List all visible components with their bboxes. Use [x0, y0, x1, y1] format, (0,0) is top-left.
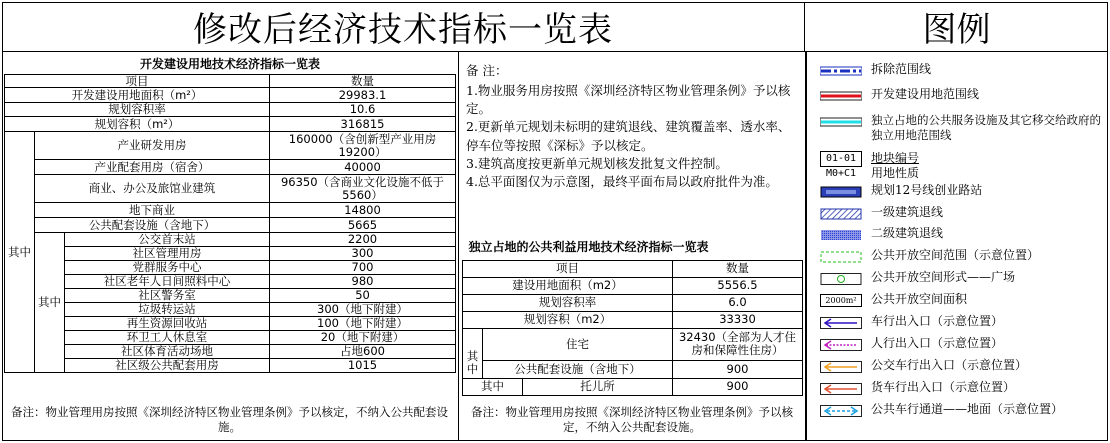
table-cell: 29983.1 — [270, 88, 456, 103]
dotted-setback-icon — [820, 229, 862, 241]
legend-item — [820, 292, 1106, 314]
table-cell: 产业研发用房 — [35, 132, 270, 160]
table-cell: 2200 — [270, 233, 456, 247]
lot-code-label: 01-01 — [820, 151, 862, 167]
table-cell: 规划容积（m2） — [463, 311, 673, 328]
table-cell: 160000（含创新型产业用房19200） — [270, 132, 456, 160]
table-cell: 公交首末站 — [65, 233, 270, 247]
legend-label: 公交车行出入口（示意位置） — [871, 358, 1028, 372]
table-cell: 5556.5 — [673, 277, 803, 294]
remark-item: 3.建筑高度按更新单元规划核发批复文件控制。 — [466, 155, 728, 171]
legend-label: 人行出入口（示意位置） — [871, 336, 1004, 350]
table-cell: 再生资源回收站 — [65, 317, 270, 331]
green-dashed-box-icon — [820, 251, 862, 263]
legend-label: 公共车行通道——地面（示意位置） — [871, 402, 1064, 416]
table2-note: 备注：物业管理用房按照《深圳经济特区物业管理条例》予以核定，不纳入公共配套设施。 — [471, 405, 793, 434]
table-cell: 产业配套用房（宿舍） — [35, 160, 270, 175]
legend-item — [820, 151, 1106, 183]
legend-label: 地块编号 — [871, 151, 920, 165]
table-cell: 开发建设用地面积（m²） — [5, 88, 270, 103]
table-cell: 垃圾转运站 — [65, 303, 270, 317]
table-cell: 环卫工人休息室 — [65, 331, 270, 345]
green-circle-box-icon — [820, 273, 862, 285]
legend-label: 一级建筑退线 — [871, 205, 944, 219]
development-indicator-table — [4, 56, 456, 373]
table-cell: 96350（含商业文化设施不低于5560） — [270, 175, 456, 203]
legend-title: 图例 — [805, 2, 1108, 52]
legend-item — [820, 336, 1106, 358]
table2-title: 独立占地的公共利益用地技术经济指标一览表 — [463, 236, 803, 260]
legend-label: 货车行出入口（示意位置） — [871, 380, 1016, 394]
group-label: 其中 — [5, 132, 35, 373]
column-divider-middle — [458, 52, 459, 441]
table-cell: 1015 — [270, 359, 456, 373]
column-divider — [805, 52, 807, 441]
table-cell: 900 — [673, 378, 803, 395]
ground-passage-arrow-icon — [820, 405, 862, 417]
table-cell: 社区管理用房 — [65, 247, 270, 261]
land-use-code-label: M0+C1 — [825, 168, 857, 179]
table-cell: 社区级公共配套用房 — [65, 359, 270, 373]
legend-label: 车行出入口（示意位置） — [871, 314, 1004, 328]
bus-entrance-arrow-icon — [820, 361, 862, 373]
table-cell: 规划容积率 — [5, 103, 270, 117]
table-cell: 社区警务室 — [65, 289, 270, 303]
lot-code-icon — [820, 151, 862, 181]
table-cell: 商业、办公及旅馆业建筑 — [35, 175, 270, 203]
table-cell: 10.6 — [270, 103, 456, 117]
remark-item: 4.总平面图仅为示意图，最终平面布局以政府批件为准。 — [466, 173, 778, 189]
table1-note: 备注：物业管理用房按照《深圳经济特区物业管理条例》予以核定，不纳入公共配套设施。 — [11, 405, 448, 434]
legend-label: 公共开放空间范围（示意位置） — [871, 248, 1040, 262]
table-cell: 住宅 — [483, 328, 673, 360]
area-box-icon: 2000m² — [820, 294, 862, 307]
legend-label: 规划12号线创业路站 — [871, 183, 983, 197]
table1-title: 开发建设用地技术经济指标一览表 — [5, 56, 456, 74]
table-cell: 20（地下附建） — [270, 331, 456, 345]
table2-header-quantity: 数量 — [673, 260, 803, 277]
page-title: 修改后经济技术指标一览表 — [2, 2, 805, 52]
legend-item — [820, 270, 1106, 292]
table-cell: 700 — [270, 261, 456, 275]
legend-item — [820, 226, 1106, 248]
table-cell: 党群服务中心 — [65, 261, 270, 275]
table-cell: 托儿所 — [523, 378, 673, 395]
table-cell: 规划容积率 — [463, 294, 673, 311]
hatch-setback-icon — [820, 208, 862, 220]
metro-station-icon — [820, 186, 862, 198]
table1-header-quantity: 数量 — [270, 74, 456, 88]
legend — [820, 62, 1106, 424]
table-cell: 14800 — [270, 203, 456, 218]
table-cell: 地下商业 — [35, 203, 270, 218]
table-cell: 980 — [270, 275, 456, 289]
inner-group-label: 其中 — [35, 233, 65, 373]
table-cell: 50 — [270, 289, 456, 303]
table-cell: 300（地下附建） — [270, 303, 456, 317]
inner-group-label: 其中 — [463, 378, 523, 395]
table-cell: 规划容积（m²） — [5, 117, 270, 132]
dash-dot-blue-line-icon — [820, 65, 862, 77]
legend-label: 开发建设用地范围线 — [871, 87, 980, 101]
pedestrian-entrance-arrow-icon — [820, 339, 862, 351]
legend-item — [820, 248, 1106, 270]
table-cell: 40000 — [270, 160, 456, 175]
legend-item — [820, 205, 1106, 226]
legend-label: 公共开放空间面积 — [871, 292, 968, 306]
legend-label: 二级建筑退线 — [871, 226, 944, 240]
remark-item: 2.更新单元规划未标明的建筑退线、建筑覆盖率、透水率、停车位等按照《深标》予以核定。 — [466, 119, 791, 153]
legend-label: 拆除范围线 — [871, 62, 932, 76]
truck-entrance-arrow-icon — [820, 383, 862, 395]
table-cell: 社区老年人日间照料中心 — [65, 275, 270, 289]
table-cell: 6.0 — [673, 294, 803, 311]
car-entrance-arrow-icon — [820, 317, 862, 329]
table-cell: 5665 — [270, 218, 456, 233]
table-cell: 33330 — [673, 311, 803, 328]
legend-label: 独立占地的公共服务设施及其它移交给政府的独立用地范围线 — [871, 113, 1101, 142]
remark-item: 1.物业服务用房按照《深圳经济特区物业管理条例》予以核定。 — [466, 83, 791, 117]
legend-item — [820, 358, 1106, 380]
table-cell: 建设用地面积（m2） — [463, 277, 673, 294]
group-label: 其中 — [463, 328, 483, 378]
legend-item — [820, 314, 1106, 336]
table-cell: 公共配套设施（含地下） — [483, 360, 673, 378]
cyan-line-icon — [820, 116, 862, 128]
remarks-title: 备 注： — [466, 63, 508, 78]
public-land-indicator-table — [462, 236, 803, 396]
table-cell: 占地600 — [270, 345, 456, 359]
table-cell: 公共配套设施（含地下） — [35, 218, 270, 233]
legend-label: 公共开放空间形式——广场 — [871, 270, 1016, 284]
legend-item — [820, 380, 1106, 402]
table-cell: 32430（全部为人才住房和保障性住房） — [673, 328, 803, 360]
legend-item — [820, 62, 1106, 87]
red-line-icon — [820, 90, 862, 102]
legend-label: 用地性质 — [871, 166, 920, 180]
table-cell: 300 — [270, 247, 456, 261]
table-cell: 社区体育活动场地 — [65, 345, 270, 359]
table1-header-item: 项目 — [5, 74, 270, 88]
remarks-block — [466, 62, 800, 191]
legend-item — [820, 183, 1106, 205]
legend-item — [820, 402, 1106, 424]
table2-header-item: 项目 — [463, 260, 673, 277]
table-cell: 900 — [673, 360, 803, 378]
table-cell: 316815 — [270, 117, 456, 132]
legend-item — [820, 113, 1106, 151]
table-cell: 100（地下附建） — [270, 317, 456, 331]
legend-item — [820, 87, 1106, 113]
